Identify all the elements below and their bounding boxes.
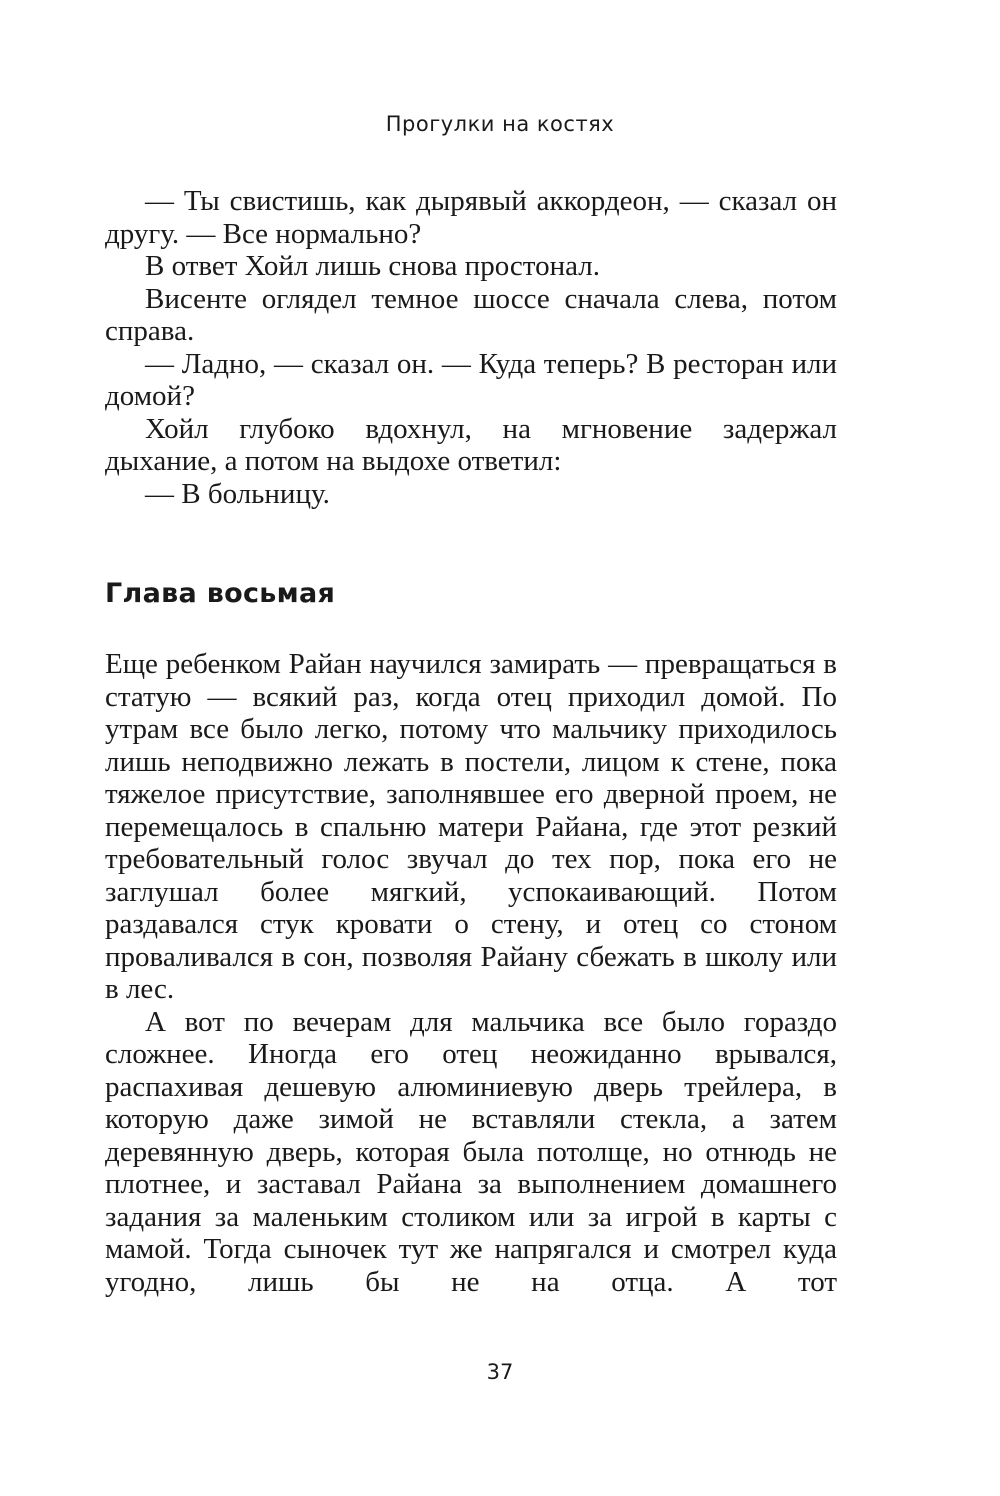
- paragraph: — Ты свистишь, как дырявый аккордеон, — сказал он другу. — Все нормально?: [105, 185, 837, 250]
- chapter-title: Глава восьмая: [105, 578, 336, 609]
- paragraph: — В больницу.: [145, 477, 330, 510]
- chapter-text: [105, 648, 837, 1298]
- paragraph: Еще ребенком Райан научился замирать — превращаться в статую — всякий раз, когда отец приходил домой. По утрам все было легко, потому что мальчику приходилось лишь неподвижно лежать в постели, лицом к стене, пока тяжелое присутствие, заполнявшее его дверной проем, не перемещалось в спальню матери Райана, где этот резкий требовательный голос звучал до тех пор, пока его не заглушал более мягкий, успокаивающий. Потом раздавался стук кровати о стену, и отец со стоном проваливался в сон, позволяя Райану сбежать в школу или в лес.: [105, 648, 837, 1005]
- section-1-text: [105, 185, 837, 510]
- page-number: 37: [486, 1360, 514, 1384]
- paragraph: А вот по вечерам для мальчика все было гораздо сложнее. Иногда его отец неожиданно врывался, распахивая дешевую алюминиевую дверь трейлера, в которую даже зимой не вставляли стекла, а затем деревянную дверь, которая была потолще, но отнюдь не плотнее, и заставал Райана за выполнением домашнего задания за маленьким столиком или за игрой в карты с мамой. Тогда сыночек тут же напрягался и смотрел куда угодно, лишь бы не на отца. А тот: [105, 1005, 837, 1298]
- paragraph: Висенте оглядел темное шоссе сначала слева, потом справа.: [105, 282, 837, 347]
- paragraph: В ответ Хойл лишь снова простонал.: [145, 250, 600, 282]
- paragraph: Хойл глубоко вдохнул, на мгновение задержал дыхание, а потом на выдохе ответил:: [105, 412, 837, 477]
- running-title: Прогулки на костях: [385, 112, 615, 136]
- paragraph: — Ладно, — сказал он. — Куда теперь? В ресторан или домой?: [105, 347, 837, 412]
